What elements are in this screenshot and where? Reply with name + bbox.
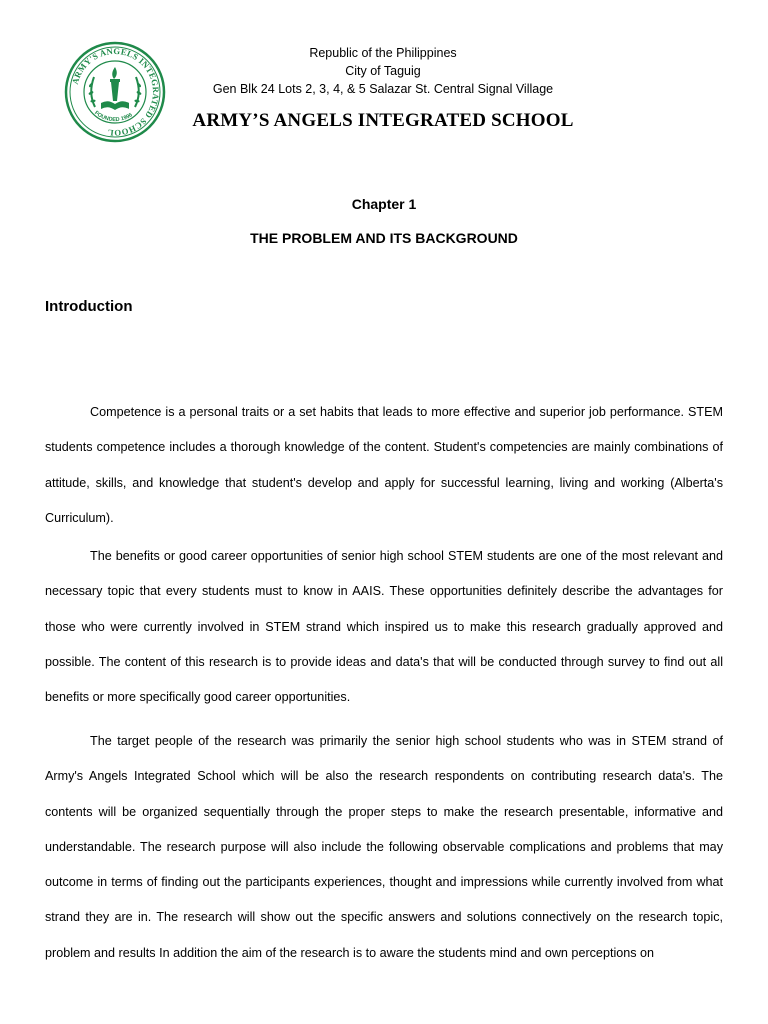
letterhead-country: Republic of the Philippines xyxy=(309,46,457,60)
seal-ring-text: ARMY'S ANGELS INTEGRATED SCHOOL xyxy=(69,45,162,139)
seal-founded-text: FOUNDED 1996 xyxy=(93,110,134,124)
chapter-title: THE PROBLEM AND ITS BACKGROUND xyxy=(250,230,518,246)
paragraph-3: The target people of the research was primarily the senior high school students who was in STEM strand of Army's Angels Integrated School which will be also the research respondents on contributing research data's. The contents will be organized sequentially through the proper steps to make the research presentable, informative and understandable. The research purpose will also include the following observable complications and problems that may outcome in terms of finding out the participants experiences, thought and impressions while currently involved from what strand they are in. The research will show out the specific answers and solutions connectively on the research topic, problem and results In addition the aim of the research is to aware the students mind and own perceptions on xyxy=(45,734,723,960)
chapter-label: Chapter 1 xyxy=(351,196,417,212)
letterhead-city: City of Taguig xyxy=(345,64,421,78)
paragraph-1: Competence is a personal traits or a set habits that leads to more effective and superior job performance. STEM students competence includes a thorough knowledge of the content. Student's competencies are mainly combinations of attitude, skills, and knowledge that student's develop and apply for successful learning, living and working (Alberta's Curriculum). xyxy=(45,405,723,525)
paragraph-2: The benefits or good career opportunities of senior high school STEM students are one of the most relevant and necessary topic that every students must to know in AAIS. These opportunities definitely describe the advantages for those who were currently involved in STEM strand which inspired us to make this research gradually approved and possible. The content of this research is to provide ideas and data's that will be conducted through survey to find out all benefits or more specifically good career opportunities. xyxy=(45,549,723,705)
section-heading: Introduction xyxy=(45,298,133,315)
letterhead-address: Gen Blk 24 Lots 2, 3, 4, & 5 Salazar St. Central Signal Village xyxy=(212,82,554,96)
letterhead xyxy=(170,44,596,98)
school-name: ARMY’S ANGELS INTEGRATED SCHOOL xyxy=(192,110,574,131)
